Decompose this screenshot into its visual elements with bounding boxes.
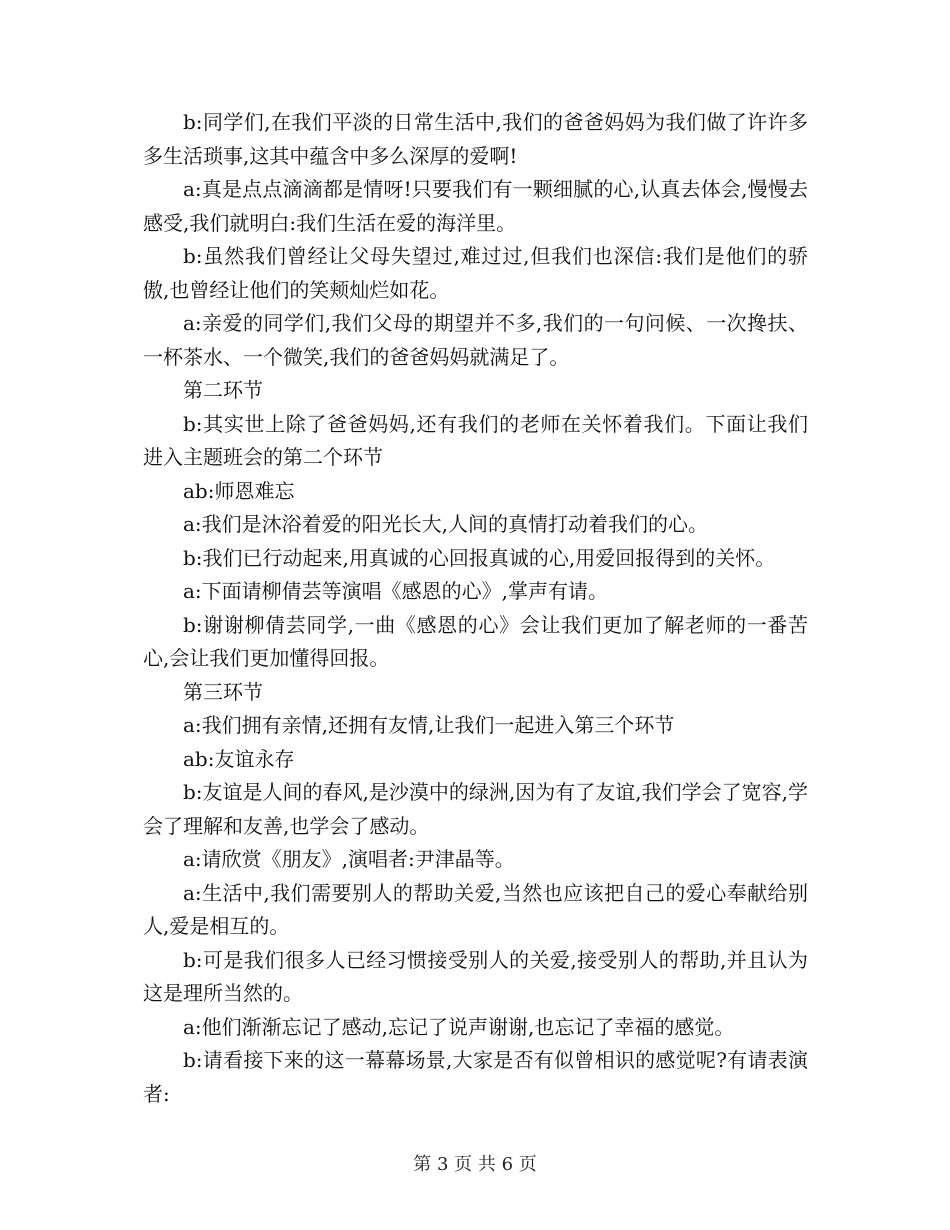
- document-body: [143, 106, 808, 1111]
- paragraph: a:亲爱的同学们,我们父母的期望并不多,我们的一句问候、一次搀扶、一杯茶水、一个微笑,我们的爸爸妈妈就满足了。: [143, 311, 808, 369]
- paragraph: b:谢谢柳倩芸同学,一曲《感恩的心》会让我们更加了解老师的一番苦心,会让我们更加懂得回报。: [143, 612, 808, 670]
- paragraph: b:我们已行动起来,用真诚的心回报真诚的心,用爱回报得到的关怀。: [183, 545, 776, 570]
- paragraph: b:友谊是人间的春风,是沙漠中的绿洲,因为有了友谊,我们学会了宽容,学会了理解和友善,也学会了感动。: [143, 780, 808, 838]
- paragraph: b:请看接下来的这一幕幕场景,大家是否有似曾相识的感觉呢?有请表演者:: [143, 1048, 808, 1106]
- paragraph: b:虽然我们曾经让父母失望过,难过过,但我们也深信:我们是他们的骄傲,也曾经让他们的笑颊灿烂如花。: [143, 244, 808, 302]
- paragraph: b:可是我们很多人已经习惯接受别人的关爱,接受别人的帮助,并且认为这是理所当然的。: [143, 947, 808, 1005]
- paragraph: b:其实世上除了爸爸妈妈,还有我们的老师在关怀着我们。下面让我们进入主题班会的第二个环节: [143, 411, 808, 469]
- paragraph: ab:友谊永存: [183, 746, 295, 771]
- paragraph: a:真是点点滴滴都是情呀!只要我们有一颗细腻的心,认真去体会,慢慢去感受,我们就明白:我们生活在爱的海洋里。: [143, 177, 808, 235]
- paragraph: a:请欣赏《朋友》,演唱者:尹津晶等。: [183, 847, 515, 871]
- paragraph: a:下面请柳倩芸等演唱《感恩的心》,掌声有请。: [183, 579, 609, 603]
- section-heading: 第三环节: [183, 679, 263, 704]
- paragraph: a:他们渐渐忘记了感动,忘记了说声谢谢,也忘记了幸福的感觉。: [183, 1014, 735, 1039]
- paragraph: ab:师恩难忘: [183, 478, 295, 503]
- paragraph: a:生活中,我们需要别人的帮助关爱,当然也应该把自己的爱心奉献给别人,爱是相互的。: [143, 880, 808, 938]
- page-number-footer: 第 3 页 共 6 页: [413, 1154, 537, 1175]
- paragraph: a:我们是沐浴着爱的阳光长大,人间的真情打动着我们的心。: [183, 512, 709, 536]
- section-heading: 第二环节: [183, 378, 263, 402]
- paragraph: b:同学们,在我们平淡的日常生活中,我们的爸爸妈妈为我们做了许许多多生活琐事,这其中蕴含中多么深厚的爱啊!: [143, 110, 808, 168]
- paragraph: a:我们拥有亲情,还拥有友情,让我们一起进入第三个环节: [183, 713, 675, 737]
